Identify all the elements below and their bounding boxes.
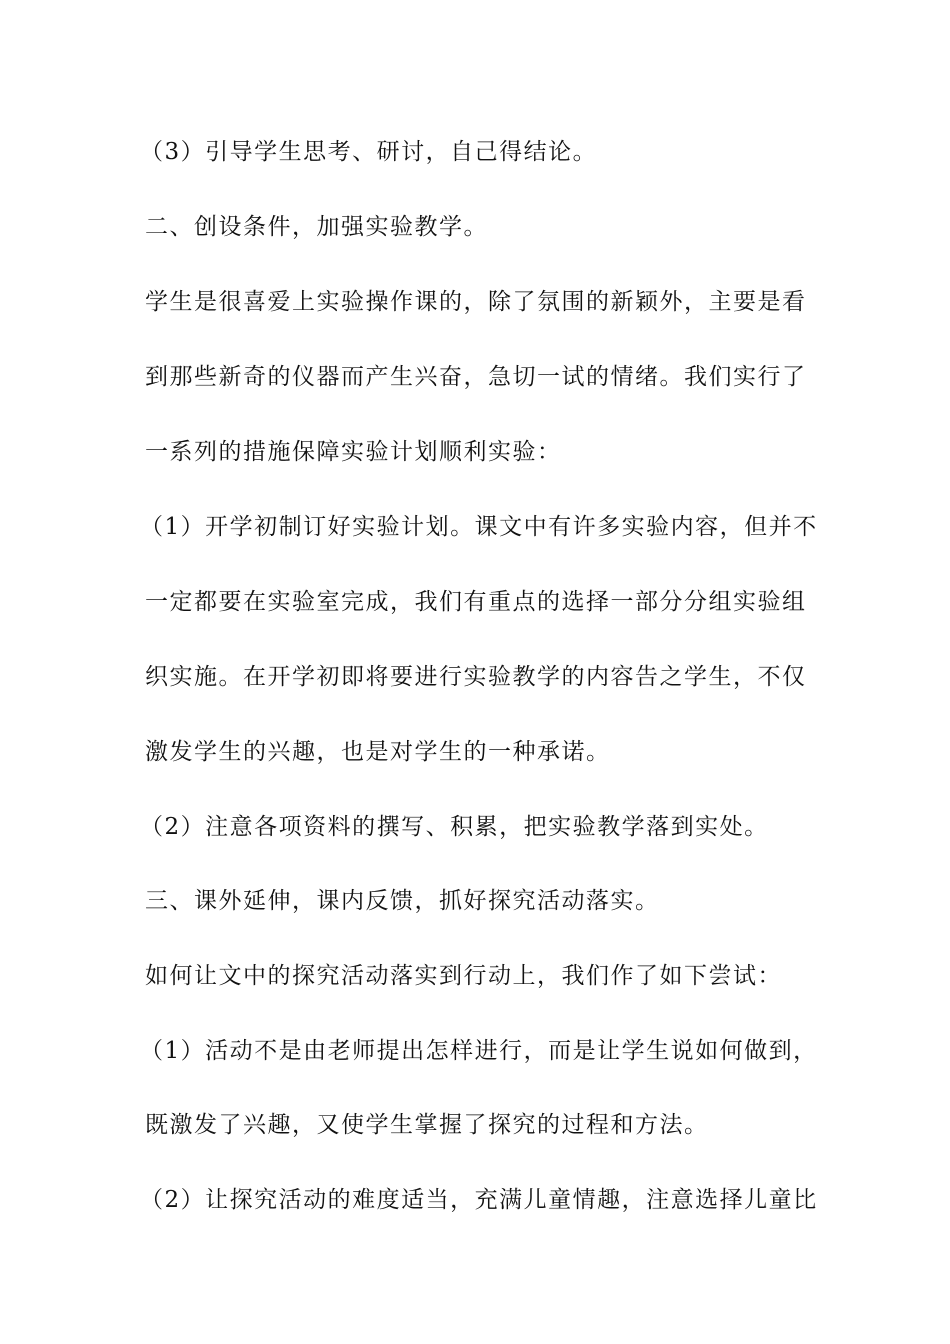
paragraph-line: 到那些新奇的仪器而产生兴奋，急切一试的情绪。我们实行了 [145, 364, 807, 390]
text-line-step-3: （3）引导学生思考、研讨，自己得结论。 [140, 139, 598, 165]
paragraph-line: 一系列的措施保障实验计划顺利实验： [145, 439, 562, 465]
list-item-1-line: （1）开学初制订好实验计划。课文中有许多实验内容，但并不 [140, 514, 818, 540]
paragraph-line: 如何让文中的探究活动落实到行动上，我们作了如下尝试： [145, 963, 782, 989]
list-item-2-line: （2）让探究活动的难度适当，充满儿童情趣，注意选择儿童比 [140, 1187, 818, 1213]
paragraph-line: 既激发了兴趣，又使学生掌握了探究的过程和方法。 [145, 1112, 709, 1138]
section-heading-3: 三、课外延伸，课内反馈，抓好探究活动落实。 [145, 888, 660, 914]
paragraph-line: 学生是很喜爱上实验操作课的，除了氛围的新颖外，主要是看 [145, 289, 807, 315]
paragraph-line: 一定都要在实验室完成，我们有重点的选择一部分分组实验组 [145, 589, 807, 615]
paragraph-line: 织实施。在开学初即将要进行实验教学的内容告之学生，不仅 [145, 664, 807, 690]
list-item-1-line: （1）活动不是由老师提出怎样进行，而是让学生说如何做到， [140, 1038, 818, 1064]
section-heading-2: 二、创设条件，加强实验教学。 [145, 214, 488, 240]
list-item-2-line: （2）注意各项资料的撰写、积累，把实验教学落到实处。 [140, 814, 769, 840]
paragraph-line: 激发学生的兴趣，也是对学生的一种承诺。 [145, 739, 611, 765]
